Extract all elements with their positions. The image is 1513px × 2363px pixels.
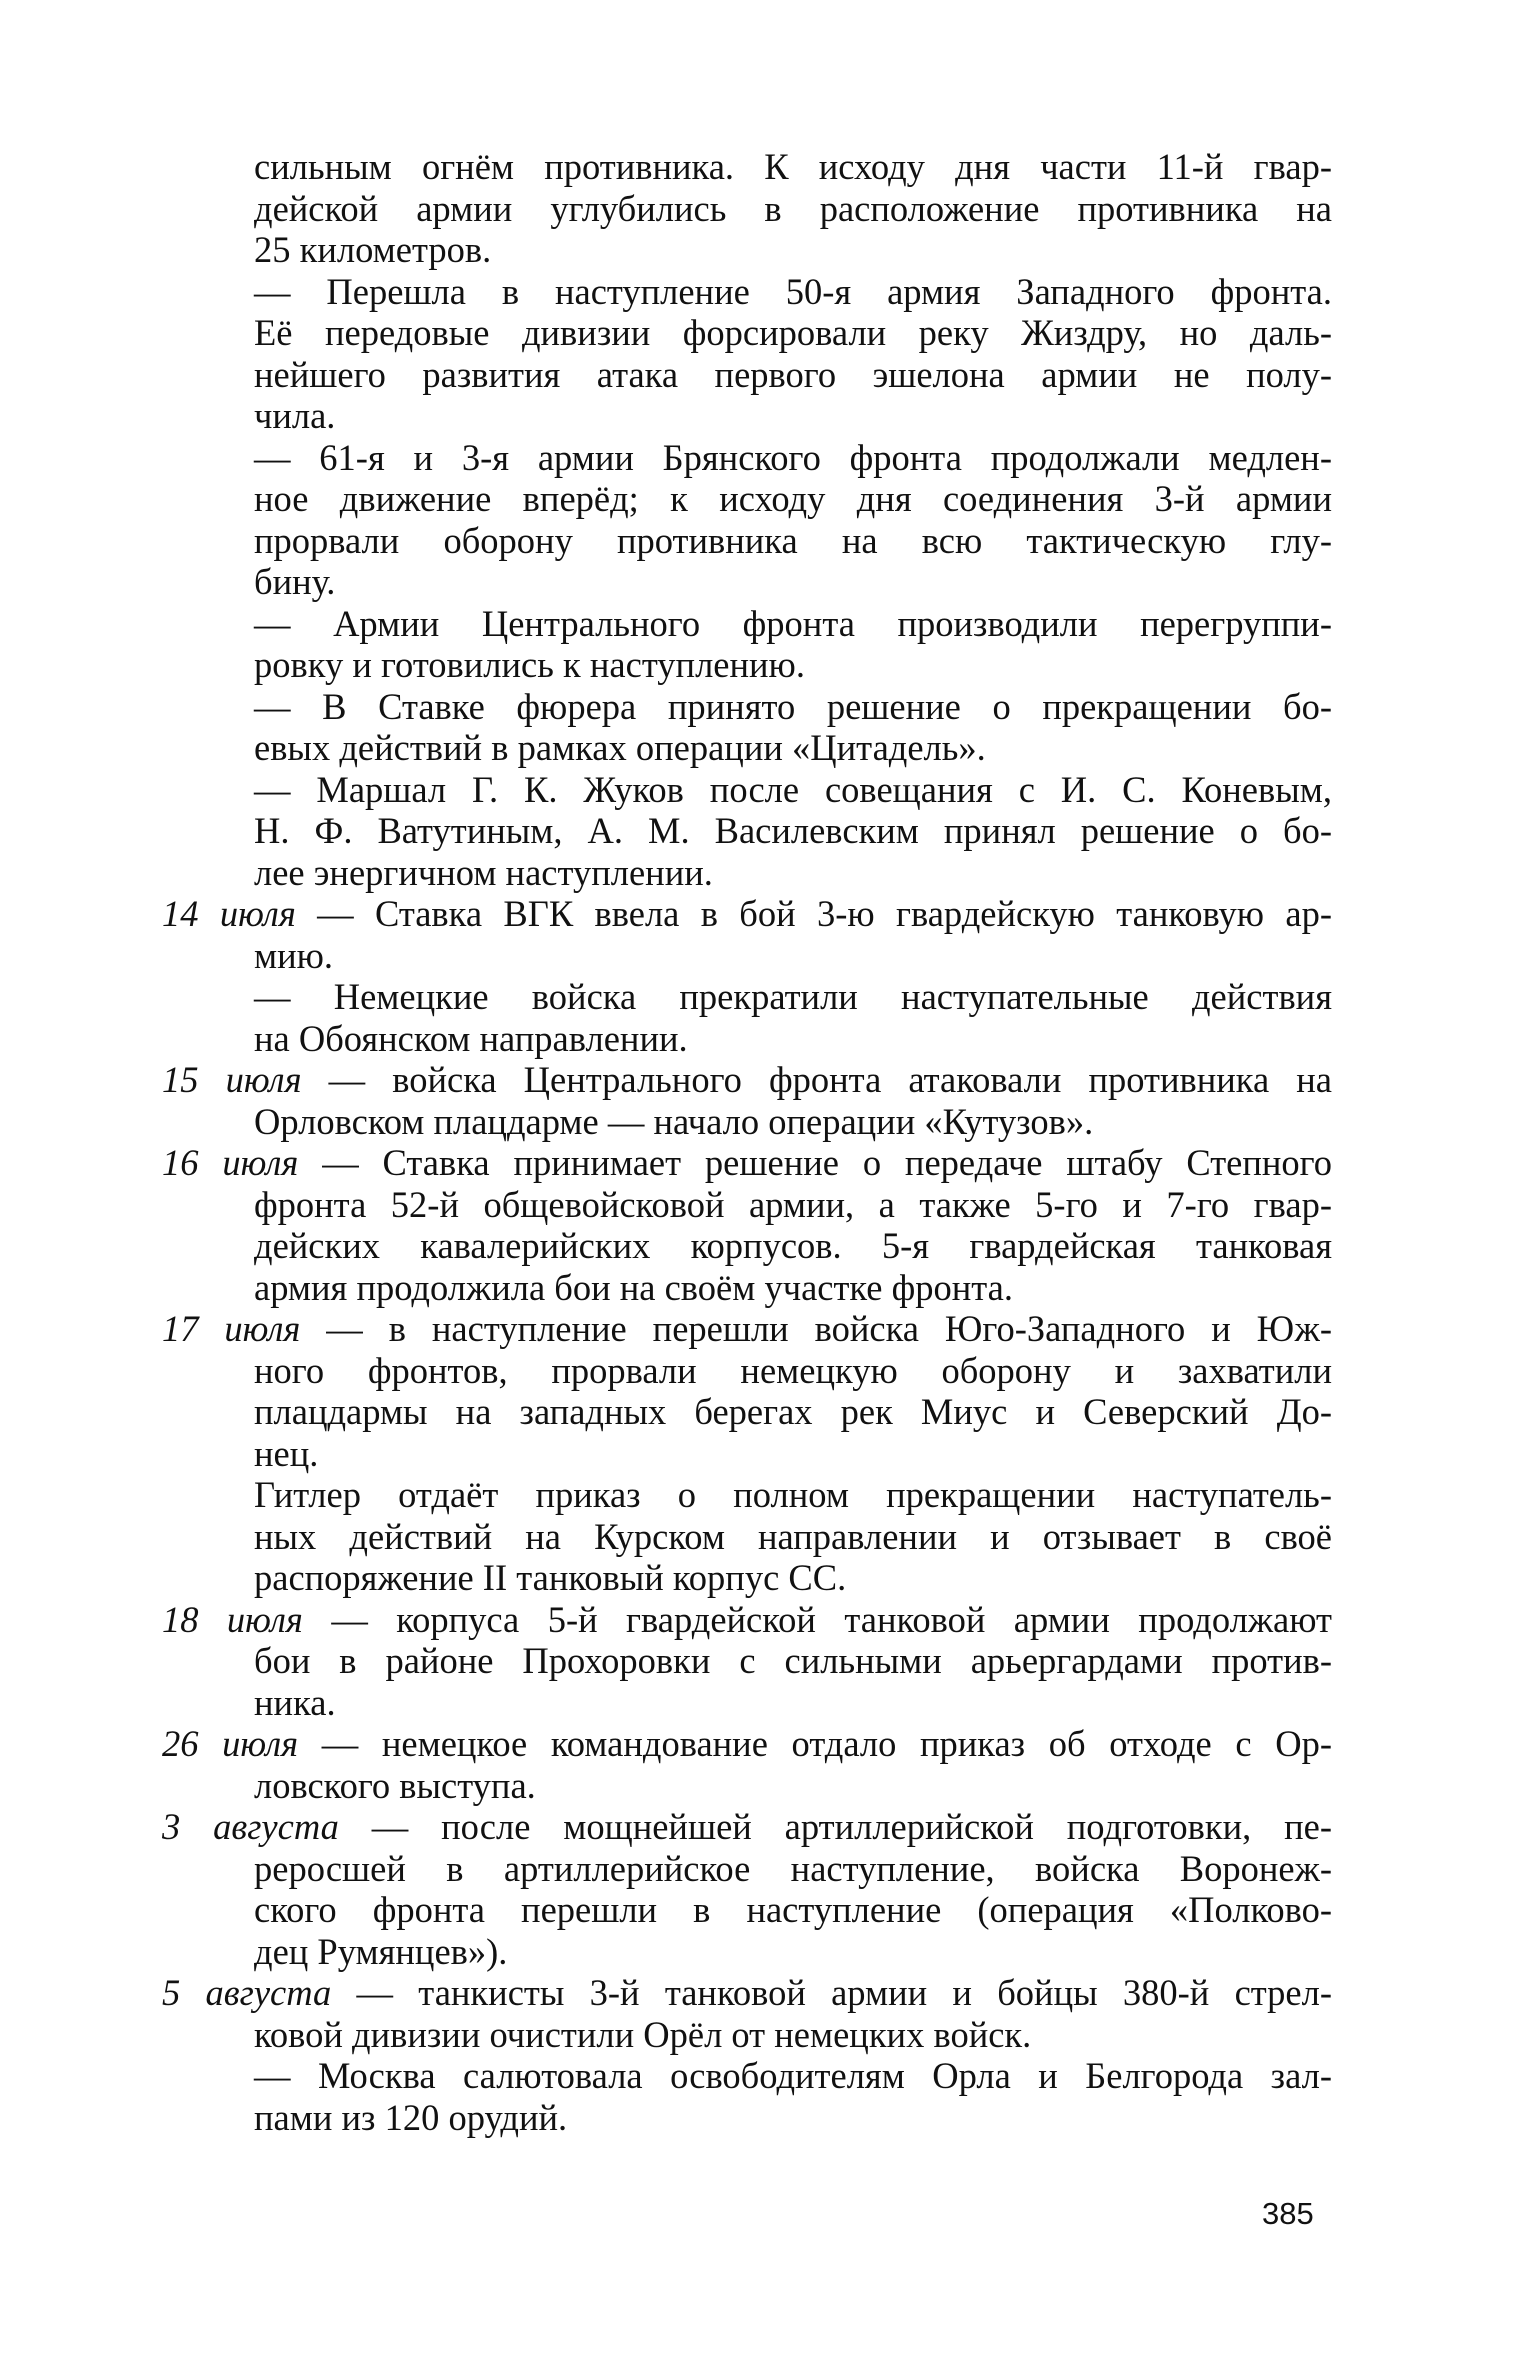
line-text: Н. Ф. Ватутиным, А. М. Василевским принял решение о бо- — [254, 810, 1332, 851]
line-text: — в наступление перешли войска Юго-Западного и Юж- — [300, 1308, 1332, 1349]
line-text: Орловском плацдарме — начало операции «Кутузов». — [254, 1100, 1094, 1142]
line-text: — немецкое командование отдало приказ об отходе с Ор- — [298, 1723, 1332, 1764]
text-line — [162, 1557, 1332, 1599]
line-text: — Ставка ВГК ввела в бой 3-ю гвардейскую танковую ар- — [295, 893, 1332, 934]
line-text: — Маршал Г. К. Жуков после совещания с И. С. Коневым, — [254, 768, 1332, 810]
page-number: 385 — [1262, 2196, 1314, 2231]
text-line — [162, 395, 1332, 437]
text-line — [162, 1225, 1332, 1267]
line-text: — войска Центрального фронта атаковали противника на — [301, 1059, 1332, 1100]
text-line — [162, 437, 1332, 479]
line-text: евых действий в рамках операции «Цитадель». — [254, 727, 986, 768]
text-line — [162, 2055, 1332, 2097]
text-line — [162, 1101, 1332, 1143]
text-line — [162, 1682, 1332, 1724]
text-line — [162, 520, 1332, 562]
line-text: — Армии Центрального фронта производили перегруппи- — [254, 602, 1332, 644]
line-text: нейшего развития атака первого эшелона армии не полу- — [254, 353, 1332, 395]
text-line — [162, 2014, 1332, 2056]
line-text: дейской армии углубились в расположение противника на — [254, 187, 1332, 229]
chronology-entry-line — [162, 1142, 1332, 1184]
text-line — [162, 1848, 1332, 1890]
entry-date: 26 июля — [162, 1723, 299, 1764]
line-text: мию. — [254, 934, 334, 976]
line-text: 25 километров. — [254, 229, 492, 270]
entry-date: 15 июля — [162, 1059, 302, 1100]
text-line — [162, 1267, 1332, 1309]
line-text: — корпуса 5-й гвардейской танковой армии продолжают — [302, 1598, 1332, 1640]
line-text: на Обоянском направлении. — [254, 1017, 688, 1059]
line-text: сильным огнём противника. К исходу дня части 11-й гвар- — [254, 146, 1332, 187]
line-text: пами из 120 орудий. — [254, 2096, 568, 2138]
line-text: ного фронтов, прорвали немецкую оборону и захватили — [254, 1349, 1332, 1391]
line-text: чила. — [254, 395, 336, 436]
line-text: ное движение вперёд; к исходу дня соединения 3-й армии — [254, 478, 1332, 519]
line-text: — танкисты 3-й танковой армии и бойцы 380-й стрел- — [331, 1972, 1332, 2013]
text-line — [162, 312, 1332, 354]
chronology-entry-line — [162, 1806, 1332, 1848]
text-line — [162, 1931, 1332, 1973]
line-text: — после мощнейшей артиллерийской подготовки, пе- — [338, 1806, 1332, 1847]
line-text: нец. — [254, 1432, 319, 1474]
page-body — [162, 146, 1332, 2138]
text-line — [162, 561, 1332, 603]
line-text: — Перешла в наступление 50-я армия Западного фронта. — [254, 270, 1332, 312]
chronology-entry-line — [162, 893, 1332, 935]
text-line — [162, 146, 1332, 188]
line-text: фронта 52-й общевойсковой армии, а также 5-го и 7-го гвар- — [254, 1183, 1332, 1225]
chronology-entry-line — [162, 1972, 1332, 2014]
text-line — [162, 1184, 1332, 1226]
line-text: — Москва салютовала освободителям Орла и Белгорода зал- — [254, 2055, 1332, 2096]
line-text: ковой дивизии очистили Орёл от немецких войск. — [254, 2013, 1032, 2055]
text-line — [162, 1018, 1332, 1060]
text-line — [162, 603, 1332, 645]
chronology-entry-line — [162, 1059, 1332, 1101]
text-line — [162, 810, 1332, 852]
text-line — [162, 1391, 1332, 1433]
line-text: бои в районе Прохоровки с сильными арьергардами против- — [254, 1640, 1332, 1681]
text-line — [162, 769, 1332, 811]
entry-date: 17 июля — [162, 1308, 301, 1349]
line-text: ловского выступа. — [254, 1764, 536, 1806]
line-text: лее энергичном наступлении. — [254, 851, 713, 893]
text-line — [162, 644, 1332, 686]
line-text: дейских кавалерийских корпусов. 5-я гвардейская танковая — [254, 1225, 1332, 1266]
text-line — [162, 1433, 1332, 1475]
text-line — [162, 478, 1332, 520]
line-text: ского фронта перешли в наступление (операция «Полково- — [254, 1889, 1332, 1930]
entry-date: 14 июля — [162, 893, 296, 934]
line-text: армия продолжила бои на своём участке фронта. — [254, 1266, 1013, 1308]
text-line — [162, 686, 1332, 728]
text-line — [162, 2097, 1332, 2139]
line-text: — В Ставке фюрера принято решение о прекращении бо- — [254, 685, 1332, 727]
line-text: плацдармы на западных берегах рек Миус и Северский До- — [254, 1391, 1332, 1432]
line-text: — 61-я и 3-я армии Брянского фронта продолжали медлен- — [254, 436, 1332, 478]
line-text: ровку и готовились к наступлению. — [254, 644, 805, 685]
entry-date: 5 августа — [162, 1972, 332, 2013]
text-line — [162, 1765, 1332, 1807]
text-line — [162, 1516, 1332, 1558]
chronology-entry-line — [162, 1308, 1332, 1350]
text-line — [162, 1474, 1332, 1516]
line-text: ника. — [254, 1681, 336, 1723]
text-line — [162, 1889, 1332, 1931]
entry-date: 18 июля — [162, 1598, 303, 1640]
line-text: — Немецкие войска прекратили наступательные действия — [254, 976, 1332, 1017]
text-line — [162, 1350, 1332, 1392]
entry-date: 16 июля — [162, 1142, 299, 1183]
line-text: ных действий на Курском направлении и отзывает в своё — [254, 1515, 1332, 1557]
line-text: Гитлер отдаёт приказ о полном прекращении наступатель- — [254, 1474, 1332, 1515]
line-text: распоряжение II танковый корпус СС. — [254, 1557, 847, 1598]
text-line — [162, 354, 1332, 396]
text-line — [162, 727, 1332, 769]
text-line — [162, 976, 1332, 1018]
line-text: прорвали оборону противника на всю тактическую глу- — [254, 519, 1332, 561]
chronology-entry-line — [162, 1723, 1332, 1765]
text-line — [162, 1640, 1332, 1682]
chronology-entry-line — [162, 1599, 1332, 1641]
line-text: бину. — [254, 561, 336, 602]
text-line — [162, 188, 1332, 230]
entry-date: 3 августа — [162, 1806, 339, 1847]
text-line — [162, 935, 1332, 977]
line-text: реросшей в артиллерийское наступление, войска Воронеж- — [254, 1847, 1332, 1889]
text-line — [162, 852, 1332, 894]
text-line — [162, 229, 1332, 271]
line-text: — Ставка принимает решение о передаче штабу Степного — [298, 1142, 1332, 1183]
line-text: Её передовые дивизии форсировали реку Жиздру, но даль- — [254, 312, 1332, 353]
line-text: дец Румянцев»). — [254, 1930, 508, 1972]
text-line — [162, 271, 1332, 313]
